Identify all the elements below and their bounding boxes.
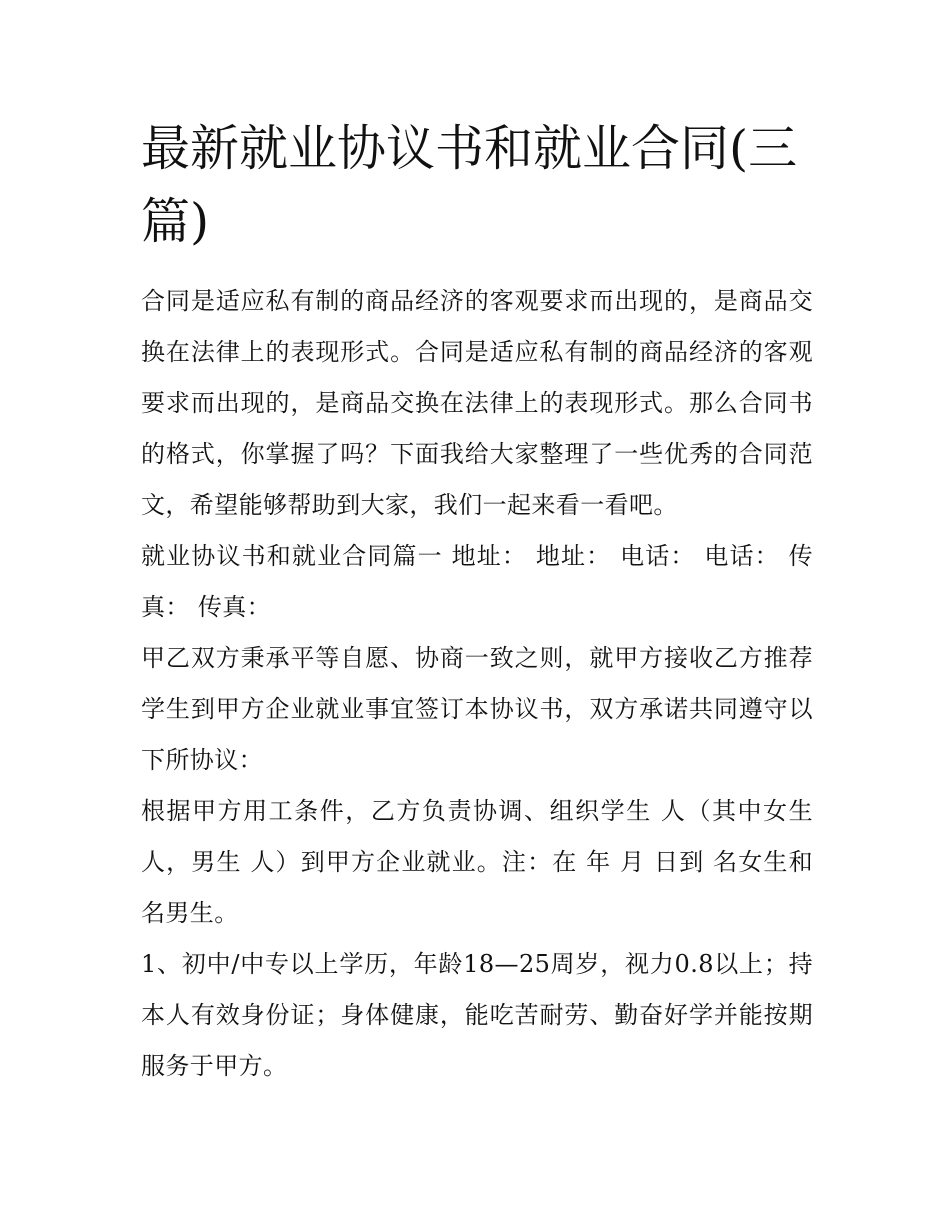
paragraph-contact-info: 就业协议书和就业合同篇一 地址： 地址： 电话： 电话： 传真： 传真： bbox=[141, 542, 813, 621]
document-title: 最新就业协议书和就业合同(三篇) bbox=[141, 120, 798, 250]
paragraph-requirement-1: 1、初中/中专以上学历，年龄18—25周岁，视力0.8以上；持本人有效身份证；身体健康，能吃苦耐劳、勤奋好学并能按期服务于甲方。 bbox=[141, 950, 813, 1080]
document-page bbox=[141, 112, 813, 1092]
paragraph-intro: 合同是适应私有制的商品经济的客观要求而出现的，是商品交换在法律上的表现形式。合同是适应私有制的商品经济的客观要求而出现的，是商品交换在法律上的表现形式。那么合同书的格式，你掌握了吗？下面我给大家整理了一些优秀的合同范文，希望能够帮助到大家，我们一起来看一看吧。 bbox=[141, 287, 813, 519]
paragraph-agreement-principle: 甲乙双方秉承平等自愿、协商一致之则，就甲方接收乙方推荐学生到甲方企业就业事宜签订本协议书，双方承诺共同遵守以下所协议： bbox=[141, 644, 813, 774]
paragraph-recruitment: 根据甲方用工条件，乙方负责协调、组织学生 人（其中女生 人，男生 人）到甲方企业就业。注：在 年 月 日到 名女生和名男生。 bbox=[141, 797, 813, 927]
